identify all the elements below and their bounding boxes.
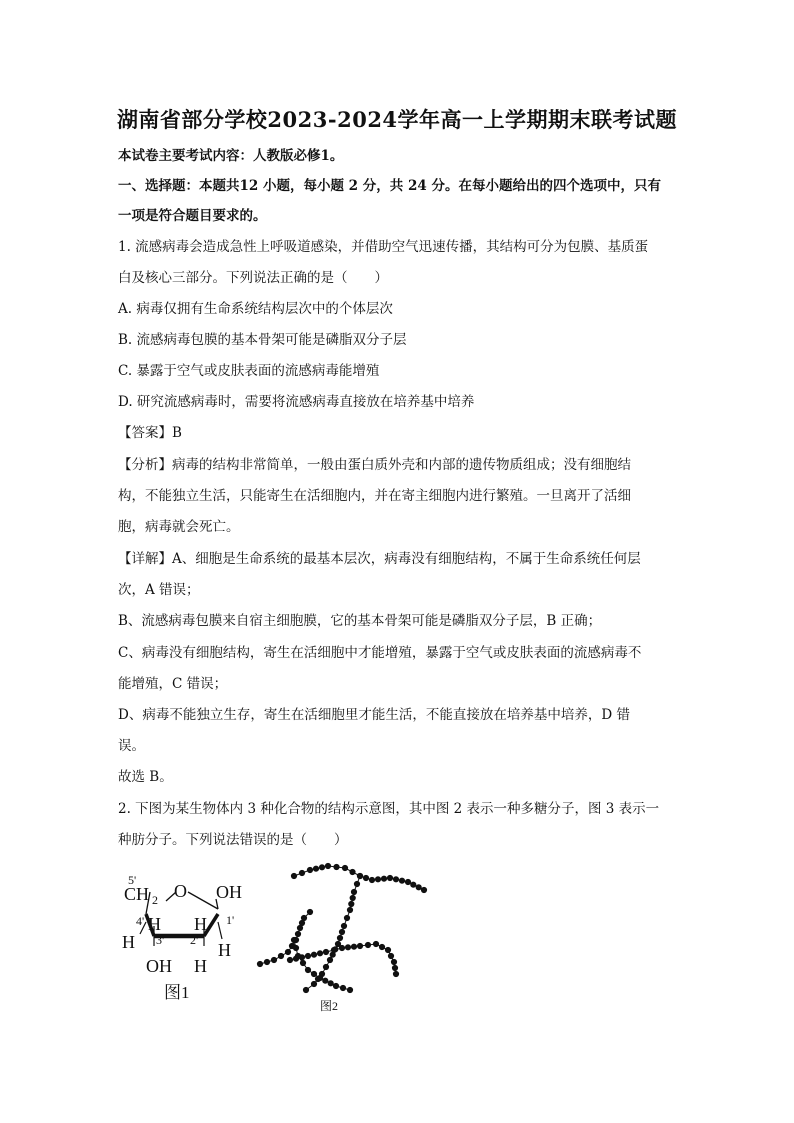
glucose-bead bbox=[323, 978, 328, 983]
bond-o-c1 bbox=[188, 892, 218, 909]
label-h-c4: H bbox=[148, 914, 161, 934]
glucose-bead bbox=[351, 944, 356, 949]
question-1-analysis-line2: 构，不能独立生活，只能寄生在活细胞内，并在寄主细胞内进行繁殖。一旦离开了活细 bbox=[118, 488, 631, 504]
section-heading-line1: 一、选择题：本题共12 小题，每小题 2 分，共 24 分。在每小题给出的四个选项中，只有 bbox=[118, 178, 661, 194]
figure-1-caption: 图1 bbox=[164, 983, 190, 1002]
glucose-bead bbox=[305, 953, 310, 958]
glucose-bead bbox=[342, 865, 347, 870]
glucose-bead bbox=[385, 947, 390, 952]
glucose-bead bbox=[299, 920, 304, 925]
glucose-bead bbox=[331, 947, 336, 952]
glucose-bead bbox=[295, 953, 300, 958]
glucose-bead bbox=[323, 949, 328, 954]
glucose-bead bbox=[311, 952, 316, 957]
glucose-bead bbox=[365, 942, 370, 947]
question-1-option-b: B. 流感病毒包膜的基本骨架可能是磷脂双分子层 bbox=[118, 332, 407, 348]
glucose-bead bbox=[354, 881, 359, 886]
glucose-bead bbox=[313, 866, 318, 871]
question-1-detail-line5: 能增殖，C 错误； bbox=[118, 676, 228, 692]
glucose-bead bbox=[271, 957, 276, 962]
question-1-detail-line3: B、流感病毒包膜来自宿主细胞膜，它的基本骨架可能是磷脂双分子层，B 正确； bbox=[118, 613, 602, 629]
glucose-bead bbox=[357, 873, 362, 878]
glucose-bead bbox=[399, 878, 404, 883]
glucose-bead bbox=[299, 870, 304, 875]
label-h-left: H bbox=[122, 932, 135, 952]
glucose-bead bbox=[311, 971, 316, 976]
glucose-bead bbox=[311, 981, 316, 986]
glucose-bead bbox=[369, 877, 374, 882]
glucose-bead bbox=[323, 964, 328, 969]
exam-title: 湖南省部分学校2023-2024学年高一上学期期末联考试题 bbox=[116, 107, 678, 132]
question-1-option-a: A. 病毒仅拥有生命系统结构层次中的个体层次 bbox=[118, 301, 393, 317]
question-1-analysis-line3: 胞，病毒就会死亡。 bbox=[118, 519, 240, 535]
question-1-detail-line1: 【详解】A、细胞是生命系统的最基本层次，病毒没有细胞结构，不属于生命系统任何层 bbox=[118, 551, 641, 567]
question-1-detail-line2: 次，A 错误； bbox=[118, 582, 200, 598]
glucose-bead bbox=[344, 915, 349, 920]
question-1-detail-line7: 误。 bbox=[118, 738, 145, 754]
glucose-bead bbox=[405, 879, 410, 884]
glucose-bead bbox=[350, 869, 355, 874]
glucose-bead bbox=[307, 867, 312, 872]
glucose-bead bbox=[375, 877, 380, 882]
figure-2-svg bbox=[250, 856, 440, 1016]
question-1-analysis-line1: 【分析】病毒的结构非常简单，一般由蛋白质外壳和内部的遗传物质组成；没有细胞结 bbox=[118, 457, 631, 473]
glucose-bead bbox=[381, 876, 386, 881]
exam-scope: 本试卷主要考试内容：人教版必修1。 bbox=[118, 148, 344, 164]
label-5-prime: 5' bbox=[128, 873, 137, 887]
glucose-bead bbox=[325, 863, 330, 868]
glucose-bead bbox=[317, 951, 322, 956]
figure-2-caption: 图2 bbox=[320, 999, 339, 1013]
glucose-bead bbox=[297, 925, 302, 930]
glucose-bead bbox=[278, 953, 283, 958]
glucose-bead bbox=[303, 987, 308, 992]
question-2-stem-line2: 种肪分子。下列说法错误的是（ ） bbox=[118, 832, 348, 848]
question-2-stem-line1: 2. 下图为某生物体内 3 种化合物的结构示意图，其中图 2 表示一种多糖分子，图 3 表示一 bbox=[118, 801, 660, 817]
glucose-bead bbox=[421, 887, 426, 892]
question-1-detail-line6: D、病毒不能独立生存，寄生在活细胞里才能生活，不能直接放在培养基中培养，D 错 bbox=[118, 707, 630, 723]
label-h-right: H bbox=[218, 940, 231, 960]
glucose-bead bbox=[257, 961, 262, 966]
glucose-bead bbox=[373, 941, 378, 946]
glucose-bead bbox=[393, 971, 398, 976]
glucose-bead bbox=[301, 915, 306, 920]
glucose-bead bbox=[333, 983, 338, 988]
glucose-bead bbox=[337, 935, 342, 940]
glucose-bead bbox=[416, 885, 421, 890]
glucose-bead bbox=[264, 959, 269, 964]
glucose-bead bbox=[285, 949, 290, 954]
glucose-bead bbox=[293, 945, 298, 950]
question-1-stem-line1: 1. 流感病毒会造成急性上呼吸道感染，并借助空气迅速传播，其结构可分为包膜、基质蛋 bbox=[118, 239, 649, 255]
label-3-prime: 3' bbox=[156, 933, 165, 947]
glucose-bead bbox=[363, 875, 368, 880]
label-oh-bottom: OH bbox=[146, 956, 172, 976]
glucose-bead bbox=[388, 953, 393, 958]
glucose-bead bbox=[291, 937, 296, 942]
figure-2-polysaccharide bbox=[250, 856, 440, 1016]
glucose-bead bbox=[339, 945, 344, 950]
question-1-conclusion: 故选 B。 bbox=[118, 769, 173, 785]
glucose-bead bbox=[291, 873, 296, 878]
glucose-bead bbox=[387, 875, 392, 880]
label-4-prime: 4' bbox=[136, 914, 145, 928]
question-1-option-d: D. 研究流感病毒时，需要将流感病毒直接放在培养基中培养 bbox=[118, 394, 475, 410]
label-h-c1: H bbox=[194, 914, 207, 934]
glucose-bead bbox=[347, 907, 352, 912]
glucose-bead bbox=[341, 923, 346, 928]
label-ch2: CH bbox=[124, 884, 150, 904]
glucose-bead bbox=[391, 959, 396, 964]
glucose-bead bbox=[349, 901, 354, 906]
glucose-bead bbox=[334, 864, 339, 869]
question-1-detail-line4: C、病毒没有细胞结构，寄生在活细胞中才能增殖，暴露于空气或皮肤表面的流感病毒不 bbox=[118, 645, 642, 661]
glucose-bead bbox=[347, 987, 352, 992]
glucose-bead bbox=[307, 909, 312, 914]
label-ch2-subscript: 2 bbox=[152, 893, 158, 907]
figure-1-ribose-structure bbox=[118, 864, 258, 1014]
glucose-bead bbox=[305, 967, 310, 972]
label-ring-oxygen: O bbox=[174, 881, 187, 901]
label-1-prime: 1' bbox=[226, 913, 235, 927]
glucose-bead bbox=[351, 889, 356, 894]
glucose-bead bbox=[317, 975, 322, 980]
glucose-bead bbox=[345, 945, 350, 950]
question-1-stem-line2: 白及核心三部分。下列说法正确的是（ ） bbox=[118, 270, 388, 286]
section-heading-line2: 一项是符合题目要求的。 bbox=[118, 208, 267, 224]
glucose-bead bbox=[339, 929, 344, 934]
bond-c1-h bbox=[218, 922, 222, 939]
glucose-bead bbox=[357, 943, 362, 948]
glucose-bead bbox=[319, 865, 324, 870]
glucose-bead bbox=[328, 981, 333, 986]
glucose-bead bbox=[392, 965, 397, 970]
question-1-answer: 【答案】B bbox=[118, 425, 182, 441]
glucose-bead bbox=[295, 931, 300, 936]
glucose-bead bbox=[300, 960, 305, 965]
glucose-bead bbox=[287, 957, 292, 962]
polysaccharide-main-chain bbox=[257, 863, 426, 992]
glucose-bead bbox=[411, 882, 416, 887]
label-h-bottom: H bbox=[194, 956, 207, 976]
label-oh-top: OH bbox=[216, 882, 242, 902]
question-1-option-c: C. 暴露于空气或皮肤表面的流感病毒能增殖 bbox=[118, 363, 380, 379]
glucose-bead bbox=[327, 957, 332, 962]
glucose-bead bbox=[393, 877, 398, 882]
glucose-bead bbox=[379, 944, 384, 949]
glucose-bead bbox=[350, 895, 355, 900]
glucose-bead bbox=[340, 985, 345, 990]
label-2-prime: 2' bbox=[190, 933, 199, 947]
figure-1-svg bbox=[118, 864, 258, 1014]
